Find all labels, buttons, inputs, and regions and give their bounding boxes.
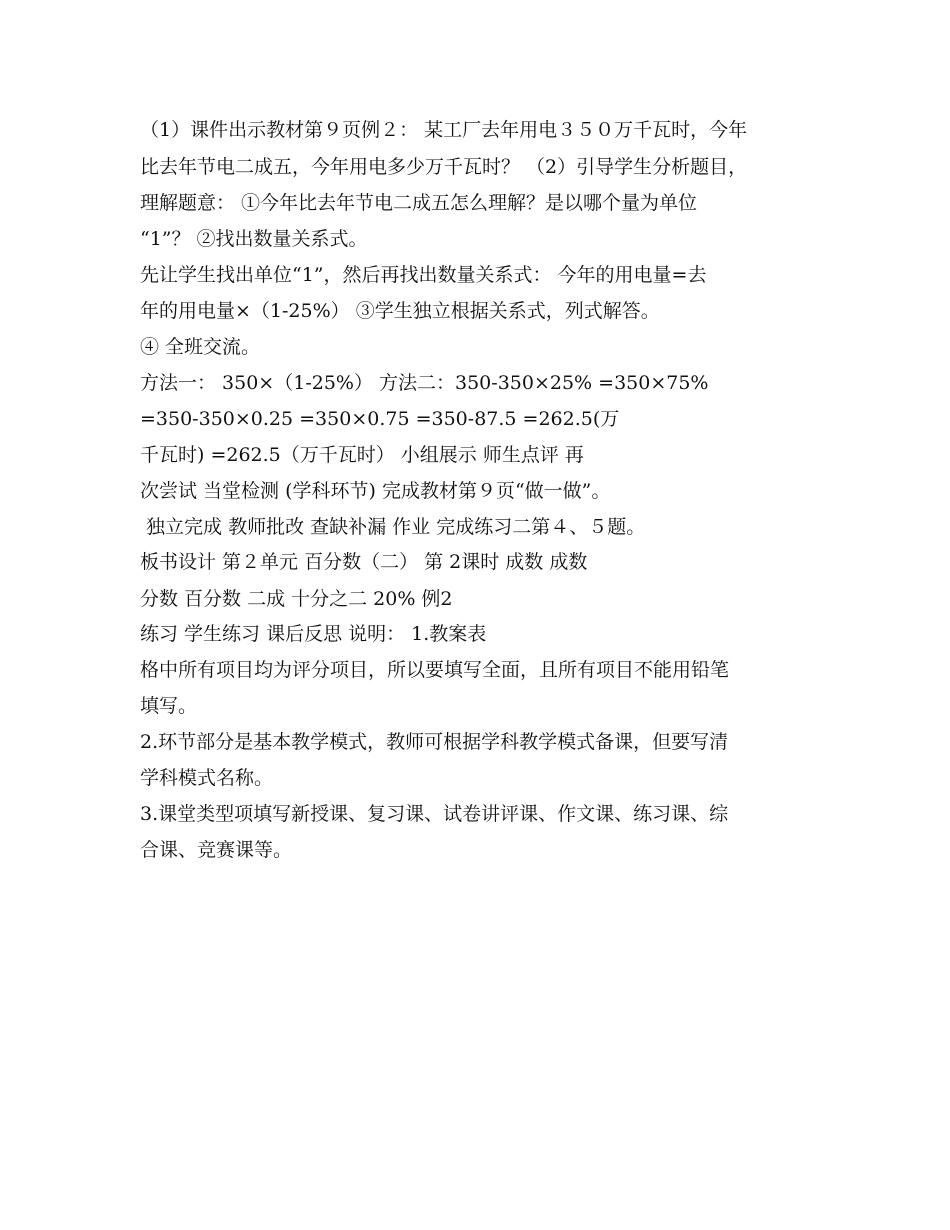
text-line: 千瓦时) =262.5（万千瓦时） 小组展示 师生点评 再 (140, 444, 584, 466)
text-line: （1）课件出示教材第９页例２： 某工厂去年用电３５０万千瓦时，今年 (140, 119, 748, 141)
text-line: 3.课堂类型项填写新授课、复习课、试卷讲评课、作文课、练习课、综 (140, 803, 729, 825)
text-line: 次尝试 当堂检测 (学科环节) 完成教材第９页“做一做”。 (140, 480, 611, 502)
text-line: 格中所有项目均为评分项目，所以要填写全面，且所有项目不能用铅笔 (140, 659, 730, 681)
text-line: =350-350×0.25 =350×0.75 =350-87.5 =262.5(万 (140, 408, 620, 430)
text-line: 合课、竞赛课等。 (140, 839, 293, 861)
text-line: 理解题意： ①今年比去年节电二成五怎么理解？是以哪个量为单位 (140, 192, 698, 214)
text-line: 练习 学生练习 课后反思 说明： 1.教案表 (140, 623, 487, 645)
text-line: 先让学生找出单位“1”，然后再找出数量关系式： 今年的用电量=去 (140, 264, 707, 286)
text-line: 填写。 (140, 695, 198, 717)
text-line: 2.环节部分是基本教学模式，教师可根据学科教学模式备课，但要写清 (140, 731, 729, 753)
text-line: 学科模式名称。 (140, 767, 274, 789)
text-line: 独立完成 教师批改 查缺补漏 作业 完成练习二第４、５题。 (140, 516, 646, 538)
text-line: 方法一： 350×（1-25%） 方法二：350-350×25% =350×75% (140, 372, 709, 394)
text-line: 年的用电量×（1-25%） ③学生独立根据关系式，列式解答。 (140, 300, 660, 322)
text-line: 比去年节电二成五，今年用电多少万千瓦时？ （2）引导学生分析题目， (140, 156, 748, 178)
text-line: 板书设计 第２单元 百分数（二） 第 2课时 成数 成数 (140, 551, 588, 573)
text-line: 分数 百分数 二成 十分之二 20% 例2 (140, 588, 453, 610)
text-line: ④ 全班交流。 (140, 336, 261, 358)
text-line: “1”？ ②找出数量关系式。 (140, 228, 368, 250)
